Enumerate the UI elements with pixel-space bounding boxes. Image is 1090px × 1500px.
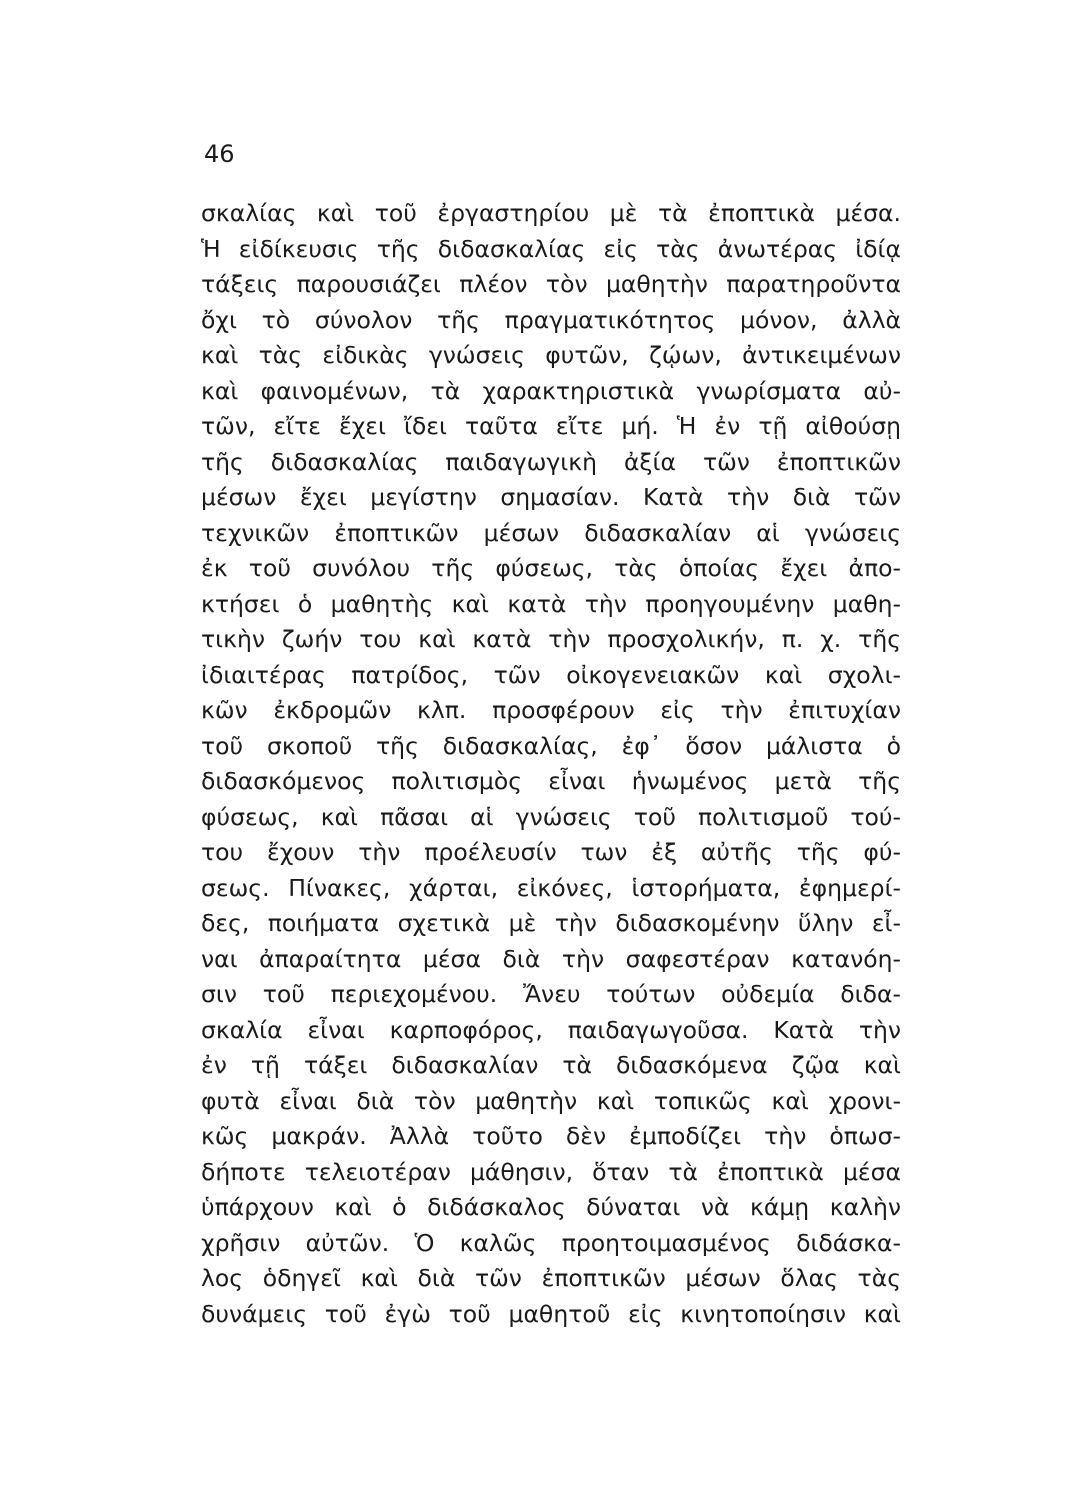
- text-line: ὄχι τὸ σύνολον τῆς πραγματικότητος μόνον, ἀλλὰ: [201, 305, 901, 334]
- text-line: δήποτε τελειοτέραν μάθησιν, ὅταν τὰ ἐποπτικὰ μέσα: [201, 1157, 901, 1186]
- text-line: κτήσει ὁ μαθητὴς καὶ κατὰ τὴν προηγουμένην μαθη-: [201, 589, 901, 618]
- page-number: 46: [204, 140, 235, 168]
- text-line: μέσων ἔχει μεγίστην σημασίαν. Κατὰ τὴν διὰ τῶν: [201, 483, 901, 511]
- text-line: του ἔχουν τὴν προέλευσίν των ἐξ αὐτῆς τῆς φύ-: [201, 838, 901, 866]
- text-line: διδασκόμενος πολιτισμὸς εἶναι ἡνωμένος μετὰ τῆς: [201, 767, 901, 795]
- text-line: ἐκ τοῦ συνόλου τῆς φύσεως, τὰς ὁποίας ἔχει ἀπο-: [201, 554, 901, 582]
- text-line: ναι ἀπαραίτητα μέσα διὰ τὴν σαφεστέραν κατανόη-: [201, 944, 901, 973]
- text-line: τεχνικῶν ἐποπτικῶν μέσων διδασκαλίαν αἱ γνώσεις: [201, 518, 901, 547]
- text-line: τῶν, εἴτε ἔχει ἴδει ταῦτα εἴτε μή. Ἡ ἐν τῇ αἰθούσῃ: [201, 412, 901, 440]
- text-line: ἐν τῇ τάξει διδασκαλίαν τὰ διδασκόμενα ζῷα καὶ: [201, 1051, 901, 1079]
- text-line: Ἡ εἰδίκευσις τῆς διδασκαλίας εἰς τὰς ἀνωτέρας ἰδίᾳ: [201, 234, 901, 263]
- text-line: ἰδιαιτέρας πατρίδος, τῶν οἰκογενειακῶν καὶ σχολι-: [201, 660, 901, 689]
- text-line: χρῆσιν αὐτῶν. Ὁ καλῶς προητοιμασμένος διδάσκα-: [201, 1228, 901, 1257]
- text-line: φυτὰ εἶναι διὰ τὸν μαθητὴν καὶ τοπικῶς καὶ χρονι-: [201, 1086, 901, 1115]
- text-line: σιν τοῦ περιεχομένου. Ἄνευ τούτων οὐδεμία διδα-: [201, 980, 901, 1008]
- text-line: κῶς μακράν. Ἀλλὰ τοῦτο δὲν ἐμποδίζει τὴν ὁπωσ-: [201, 1122, 901, 1150]
- text-line: κῶν ἐκδρομῶν κλπ. προσφέρουν εἰς τὴν ἐπιτυχίαν: [201, 696, 901, 724]
- text-line: τοῦ σκοποῦ τῆς διδασκαλίας, ἐφ᾽ ὅσον μάλιστα ὁ: [201, 731, 901, 760]
- text-line: σκαλίας καὶ τοῦ ἐργαστηρίου μὲ τὰ ἐποπτικὰ μέσα.: [201, 199, 901, 227]
- text-line: τάξεις παρουσιάζει πλέον τὸν μαθητὴν παρατηροῦντα: [201, 270, 901, 298]
- text-line: λος ὁδηγεῖ καὶ διὰ τῶν ἐποπτικῶν μέσων ὅλας τὰς: [201, 1264, 901, 1292]
- text-line: ὑπάρχουν καὶ ὁ διδάσκαλος δύναται νὰ κάμῃ καλὴν: [201, 1193, 901, 1221]
- text-line: φύσεως, καὶ πᾶσαι αἱ γνώσεις τοῦ πολιτισμοῦ τού-: [201, 802, 901, 831]
- text-line: τικὴν ζωήν του καὶ κατὰ τὴν προσχολικήν, π. χ. τῆς: [201, 625, 901, 653]
- body-text: [201, 196, 901, 1332]
- text-line: σκαλία εἶναι καρποφόρος, παιδαγωγοῦσα. Κατὰ τὴν: [201, 1015, 901, 1044]
- text-line: τῆς διδασκαλίας παιδαγωγικὴ ἀξία τῶν ἐποπτικῶν: [201, 447, 901, 476]
- text-line: καὶ φαινομένων, τὰ χαρακτηριστικὰ γνωρίσματα αὐ-: [201, 376, 901, 405]
- text-line: σεως. Πίνακες, χάρται, εἰκόνες, ἱστορήματα, ἐφημερί-: [201, 873, 901, 902]
- text-line: καὶ τὰς εἰδικὰς γνώσεις φυτῶν, ζῴων, ἀντικειμένων: [201, 341, 901, 369]
- text-line: δυνάμεις τοῦ ἐγὼ τοῦ μαθητοῦ εἰς κινητοποίησιν καὶ: [201, 1299, 901, 1328]
- text-line: δες, ποιήματα σχετικὰ μὲ τὴν διδασκομένην ὕλην εἶ-: [201, 909, 901, 937]
